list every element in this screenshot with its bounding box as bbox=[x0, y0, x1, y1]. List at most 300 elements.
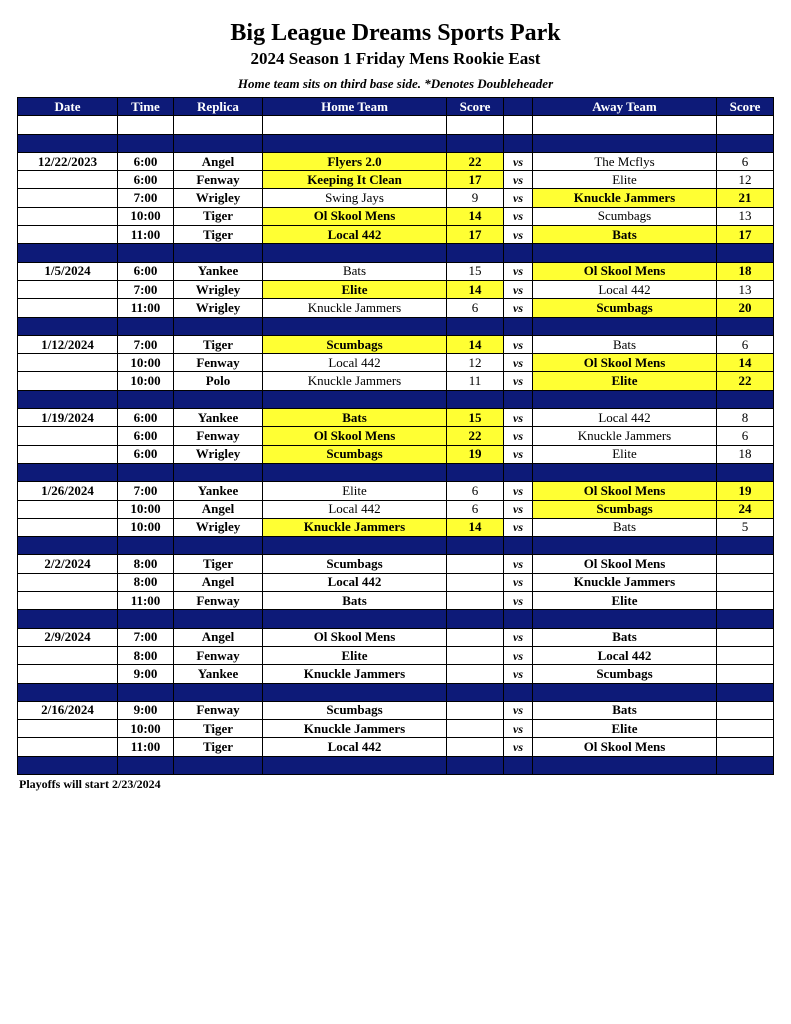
separator-cell bbox=[447, 134, 504, 152]
game-field: Angel bbox=[174, 500, 263, 518]
away-score: 8 bbox=[717, 409, 774, 427]
week-separator-row bbox=[18, 134, 774, 152]
away-team: Elite bbox=[533, 445, 717, 463]
separator-cell bbox=[118, 610, 174, 628]
game-date bbox=[18, 573, 118, 591]
game-date bbox=[18, 280, 118, 298]
game-row bbox=[18, 152, 774, 170]
col-replica-header: Replica bbox=[174, 98, 263, 116]
header-row bbox=[18, 98, 774, 116]
game-time: 10:00 bbox=[118, 500, 174, 518]
vs-label: vs bbox=[504, 738, 533, 756]
game-time: 8:00 bbox=[118, 646, 174, 664]
vs-label: vs bbox=[504, 152, 533, 170]
separator-cell bbox=[174, 537, 263, 555]
vs-label: vs bbox=[504, 518, 533, 536]
week-separator-row bbox=[18, 244, 774, 262]
game-field: Yankee bbox=[174, 482, 263, 500]
week-separator-row bbox=[18, 463, 774, 481]
schedule-body bbox=[18, 116, 774, 775]
game-time: 8:00 bbox=[118, 555, 174, 573]
col-date-header: Date bbox=[18, 98, 118, 116]
game-time: 7:00 bbox=[118, 628, 174, 646]
game-date bbox=[18, 445, 118, 463]
home-team: Local 442 bbox=[263, 500, 447, 518]
game-field: Tiger bbox=[174, 555, 263, 573]
away-score bbox=[717, 592, 774, 610]
game-date bbox=[18, 665, 118, 683]
game-date bbox=[18, 427, 118, 445]
empty-cell bbox=[263, 116, 447, 134]
game-date bbox=[18, 720, 118, 738]
home-team: Flyers 2.0 bbox=[263, 152, 447, 170]
away-team: Local 442 bbox=[533, 280, 717, 298]
game-row bbox=[18, 280, 774, 298]
game-field: Fenway bbox=[174, 171, 263, 189]
col-vs-header bbox=[504, 98, 533, 116]
home-score: 12 bbox=[447, 354, 504, 372]
game-time: 7:00 bbox=[118, 482, 174, 500]
game-field: Angel bbox=[174, 152, 263, 170]
game-field: Fenway bbox=[174, 592, 263, 610]
game-date bbox=[18, 354, 118, 372]
game-time: 10:00 bbox=[118, 720, 174, 738]
separator-cell bbox=[118, 537, 174, 555]
blank-row bbox=[18, 116, 774, 134]
separator-cell bbox=[263, 537, 447, 555]
game-date: 2/9/2024 bbox=[18, 628, 118, 646]
separator-cell bbox=[18, 317, 118, 335]
game-date bbox=[18, 518, 118, 536]
away-team: Local 442 bbox=[533, 646, 717, 664]
separator-cell bbox=[504, 537, 533, 555]
away-team: Elite bbox=[533, 372, 717, 390]
separator-cell bbox=[118, 683, 174, 701]
game-row bbox=[18, 665, 774, 683]
vs-label: vs bbox=[504, 573, 533, 591]
home-team: Scumbags bbox=[263, 555, 447, 573]
separator-cell bbox=[18, 610, 118, 628]
home-team: Local 442 bbox=[263, 738, 447, 756]
away-team: Knuckle Jammers bbox=[533, 427, 717, 445]
home-score: 6 bbox=[447, 482, 504, 500]
week-separator-row bbox=[18, 683, 774, 701]
vs-label: vs bbox=[504, 445, 533, 463]
separator-cell bbox=[504, 134, 533, 152]
separator-cell bbox=[174, 683, 263, 701]
schedule-table bbox=[17, 97, 774, 775]
separator-cell bbox=[18, 756, 118, 774]
game-time: 11:00 bbox=[118, 592, 174, 610]
separator-cell bbox=[533, 244, 717, 262]
game-date bbox=[18, 299, 118, 317]
separator-cell bbox=[717, 244, 774, 262]
home-team: Scumbags bbox=[263, 445, 447, 463]
away-team: The Mcflys bbox=[533, 152, 717, 170]
game-time: 9:00 bbox=[118, 701, 174, 719]
game-time: 11:00 bbox=[118, 226, 174, 244]
vs-label: vs bbox=[504, 555, 533, 573]
home-score: 15 bbox=[447, 409, 504, 427]
home-score: 15 bbox=[447, 262, 504, 280]
separator-cell bbox=[533, 683, 717, 701]
separator-cell bbox=[174, 317, 263, 335]
game-date: 1/5/2024 bbox=[18, 262, 118, 280]
away-score: 12 bbox=[717, 171, 774, 189]
vs-label: vs bbox=[504, 409, 533, 427]
home-score bbox=[447, 665, 504, 683]
separator-cell bbox=[447, 610, 504, 628]
home-score: 6 bbox=[447, 299, 504, 317]
separator-cell bbox=[263, 390, 447, 408]
game-time: 10:00 bbox=[118, 372, 174, 390]
separator-cell bbox=[533, 134, 717, 152]
home-score: 14 bbox=[447, 518, 504, 536]
game-date bbox=[18, 646, 118, 664]
home-team: Knuckle Jammers bbox=[263, 720, 447, 738]
away-team: Local 442 bbox=[533, 409, 717, 427]
home-team: Ol Skool Mens bbox=[263, 628, 447, 646]
home-score: 17 bbox=[447, 171, 504, 189]
game-field: Fenway bbox=[174, 701, 263, 719]
game-row bbox=[18, 354, 774, 372]
separator-cell bbox=[174, 756, 263, 774]
separator-cell bbox=[174, 390, 263, 408]
vs-label: vs bbox=[504, 646, 533, 664]
away-score bbox=[717, 646, 774, 664]
vs-label: vs bbox=[504, 299, 533, 317]
game-row bbox=[18, 628, 774, 646]
game-row bbox=[18, 573, 774, 591]
separator-cell bbox=[447, 244, 504, 262]
separator-cell bbox=[533, 756, 717, 774]
away-score: 22 bbox=[717, 372, 774, 390]
home-team: Knuckle Jammers bbox=[263, 665, 447, 683]
game-date bbox=[18, 207, 118, 225]
vs-label: vs bbox=[504, 226, 533, 244]
game-time: 7:00 bbox=[118, 189, 174, 207]
home-team: Local 442 bbox=[263, 226, 447, 244]
game-time: 9:00 bbox=[118, 665, 174, 683]
game-time: 10:00 bbox=[118, 518, 174, 536]
page-subtitle: 2024 Season 1 Friday Mens Rookie East bbox=[250, 49, 541, 68]
home-score: 14 bbox=[447, 280, 504, 298]
game-time: 6:00 bbox=[118, 152, 174, 170]
empty-cell bbox=[717, 116, 774, 134]
game-row bbox=[18, 592, 774, 610]
separator-cell bbox=[717, 134, 774, 152]
away-score: 6 bbox=[717, 427, 774, 445]
game-row bbox=[18, 518, 774, 536]
away-team: Scumbags bbox=[533, 500, 717, 518]
away-team: Ol Skool Mens bbox=[533, 262, 717, 280]
away-team: Scumbags bbox=[533, 207, 717, 225]
away-score: 24 bbox=[717, 500, 774, 518]
vs-label: vs bbox=[504, 207, 533, 225]
away-team: Knuckle Jammers bbox=[533, 189, 717, 207]
home-score: 14 bbox=[447, 207, 504, 225]
separator-cell bbox=[174, 134, 263, 152]
separator-cell bbox=[717, 683, 774, 701]
game-date bbox=[18, 500, 118, 518]
away-score bbox=[717, 573, 774, 591]
game-row bbox=[18, 500, 774, 518]
separator-cell bbox=[174, 244, 263, 262]
game-row bbox=[18, 262, 774, 280]
game-field: Tiger bbox=[174, 226, 263, 244]
game-field: Polo bbox=[174, 372, 263, 390]
away-score: 13 bbox=[717, 280, 774, 298]
away-score bbox=[717, 555, 774, 573]
separator-cell bbox=[263, 463, 447, 481]
separator-cell bbox=[263, 317, 447, 335]
separator-cell bbox=[533, 463, 717, 481]
game-row bbox=[18, 372, 774, 390]
away-score: 19 bbox=[717, 482, 774, 500]
separator-cell bbox=[18, 683, 118, 701]
page-title: Big League Dreams Sports Park bbox=[230, 20, 561, 46]
game-date bbox=[18, 171, 118, 189]
vs-label: vs bbox=[504, 701, 533, 719]
separator-cell bbox=[717, 610, 774, 628]
separator-cell bbox=[504, 390, 533, 408]
game-row bbox=[18, 445, 774, 463]
home-team: Swing Jays bbox=[263, 189, 447, 207]
vs-label: vs bbox=[504, 500, 533, 518]
game-row bbox=[18, 738, 774, 756]
away-score bbox=[717, 701, 774, 719]
home-score: 17 bbox=[447, 226, 504, 244]
game-row bbox=[18, 409, 774, 427]
empty-cell bbox=[18, 116, 118, 134]
vs-label: vs bbox=[504, 628, 533, 646]
home-team: Local 442 bbox=[263, 354, 447, 372]
away-score: 17 bbox=[717, 226, 774, 244]
home-team: Scumbags bbox=[263, 335, 447, 353]
home-team: Elite bbox=[263, 646, 447, 664]
game-time: 10:00 bbox=[118, 354, 174, 372]
game-time: 10:00 bbox=[118, 207, 174, 225]
game-row bbox=[18, 226, 774, 244]
home-team: Ol Skool Mens bbox=[263, 207, 447, 225]
game-date: 1/19/2024 bbox=[18, 409, 118, 427]
home-score: 22 bbox=[447, 152, 504, 170]
separator-cell bbox=[118, 463, 174, 481]
home-team: Local 442 bbox=[263, 573, 447, 591]
game-field: Yankee bbox=[174, 262, 263, 280]
separator-cell bbox=[263, 683, 447, 701]
empty-cell bbox=[504, 116, 533, 134]
week-separator-row bbox=[18, 317, 774, 335]
game-date: 2/16/2024 bbox=[18, 701, 118, 719]
separator-cell bbox=[504, 683, 533, 701]
away-team: Scumbags bbox=[533, 665, 717, 683]
game-row bbox=[18, 555, 774, 573]
playoffs-note: Playoffs will start 2/23/2024 bbox=[19, 777, 161, 791]
home-score bbox=[447, 701, 504, 719]
game-field: Tiger bbox=[174, 207, 263, 225]
away-team: Ol Skool Mens bbox=[533, 738, 717, 756]
game-date bbox=[18, 189, 118, 207]
game-row bbox=[18, 207, 774, 225]
game-row bbox=[18, 646, 774, 664]
home-team: Elite bbox=[263, 280, 447, 298]
home-score: 19 bbox=[447, 445, 504, 463]
separator-cell bbox=[118, 756, 174, 774]
away-team: Bats bbox=[533, 226, 717, 244]
vs-label: vs bbox=[504, 592, 533, 610]
week-separator-row bbox=[18, 756, 774, 774]
vs-label: vs bbox=[504, 372, 533, 390]
game-row bbox=[18, 189, 774, 207]
away-team: Knuckle Jammers bbox=[533, 573, 717, 591]
game-date bbox=[18, 592, 118, 610]
away-team: Ol Skool Mens bbox=[533, 555, 717, 573]
away-team: Scumbags bbox=[533, 299, 717, 317]
game-time: 7:00 bbox=[118, 280, 174, 298]
game-field: Angel bbox=[174, 573, 263, 591]
game-date: 1/12/2024 bbox=[18, 335, 118, 353]
game-time: 6:00 bbox=[118, 445, 174, 463]
separator-cell bbox=[447, 537, 504, 555]
game-row bbox=[18, 482, 774, 500]
vs-label: vs bbox=[504, 189, 533, 207]
empty-cell bbox=[174, 116, 263, 134]
home-team: Bats bbox=[263, 262, 447, 280]
away-team: Ol Skool Mens bbox=[533, 354, 717, 372]
separator-cell bbox=[174, 610, 263, 628]
vs-label: vs bbox=[504, 280, 533, 298]
home-score bbox=[447, 738, 504, 756]
col-home-score-header: Score bbox=[447, 98, 504, 116]
home-score: 22 bbox=[447, 427, 504, 445]
separator-cell bbox=[174, 463, 263, 481]
home-team: Bats bbox=[263, 409, 447, 427]
separator-cell bbox=[118, 244, 174, 262]
vs-label: vs bbox=[504, 262, 533, 280]
home-team: Ol Skool Mens bbox=[263, 427, 447, 445]
game-time: 11:00 bbox=[118, 299, 174, 317]
game-time: 11:00 bbox=[118, 738, 174, 756]
separator-cell bbox=[263, 610, 447, 628]
separator-cell bbox=[717, 756, 774, 774]
vs-label: vs bbox=[504, 171, 533, 189]
away-score bbox=[717, 720, 774, 738]
separator-cell bbox=[18, 134, 118, 152]
game-row bbox=[18, 171, 774, 189]
game-time: 6:00 bbox=[118, 409, 174, 427]
game-field: Wrigley bbox=[174, 445, 263, 463]
empty-cell bbox=[533, 116, 717, 134]
separator-cell bbox=[533, 537, 717, 555]
separator-cell bbox=[447, 756, 504, 774]
away-score bbox=[717, 665, 774, 683]
separator-cell bbox=[263, 244, 447, 262]
away-score: 18 bbox=[717, 262, 774, 280]
game-time: 6:00 bbox=[118, 262, 174, 280]
away-team: Bats bbox=[533, 518, 717, 536]
game-row bbox=[18, 720, 774, 738]
away-score bbox=[717, 738, 774, 756]
home-score: 6 bbox=[447, 500, 504, 518]
home-score bbox=[447, 555, 504, 573]
home-score bbox=[447, 720, 504, 738]
away-score: 6 bbox=[717, 152, 774, 170]
separator-cell bbox=[447, 317, 504, 335]
game-field: Tiger bbox=[174, 720, 263, 738]
separator-cell bbox=[118, 317, 174, 335]
home-score: 11 bbox=[447, 372, 504, 390]
game-date: 12/22/2023 bbox=[18, 152, 118, 170]
game-time: 6:00 bbox=[118, 427, 174, 445]
separator-cell bbox=[447, 463, 504, 481]
game-date: 1/26/2024 bbox=[18, 482, 118, 500]
empty-cell bbox=[447, 116, 504, 134]
away-team: Elite bbox=[533, 720, 717, 738]
game-date: 2/2/2024 bbox=[18, 555, 118, 573]
col-home-team-header: Home Team bbox=[263, 98, 447, 116]
home-team: Knuckle Jammers bbox=[263, 518, 447, 536]
game-field: Tiger bbox=[174, 738, 263, 756]
home-team: Keeping It Clean bbox=[263, 171, 447, 189]
separator-cell bbox=[447, 390, 504, 408]
away-team: Ol Skool Mens bbox=[533, 482, 717, 500]
away-score: 5 bbox=[717, 518, 774, 536]
game-field: Wrigley bbox=[174, 518, 263, 536]
game-date bbox=[18, 372, 118, 390]
away-score: 14 bbox=[717, 354, 774, 372]
home-team: Elite bbox=[263, 482, 447, 500]
separator-cell bbox=[717, 390, 774, 408]
home-team: Scumbags bbox=[263, 701, 447, 719]
separator-cell bbox=[717, 537, 774, 555]
separator-cell bbox=[504, 317, 533, 335]
separator-cell bbox=[533, 610, 717, 628]
game-field: Tiger bbox=[174, 335, 263, 353]
game-row bbox=[18, 427, 774, 445]
separator-cell bbox=[263, 134, 447, 152]
home-team: Knuckle Jammers bbox=[263, 372, 447, 390]
game-time: 8:00 bbox=[118, 573, 174, 591]
game-field: Angel bbox=[174, 628, 263, 646]
game-time: 6:00 bbox=[118, 171, 174, 189]
vs-label: vs bbox=[504, 482, 533, 500]
week-separator-row bbox=[18, 390, 774, 408]
home-score bbox=[447, 628, 504, 646]
home-team: Knuckle Jammers bbox=[263, 299, 447, 317]
home-score: 14 bbox=[447, 335, 504, 353]
separator-cell bbox=[18, 244, 118, 262]
away-team: Elite bbox=[533, 171, 717, 189]
away-score: 20 bbox=[717, 299, 774, 317]
separator-cell bbox=[118, 134, 174, 152]
game-field: Wrigley bbox=[174, 299, 263, 317]
home-score bbox=[447, 646, 504, 664]
week-separator-row bbox=[18, 610, 774, 628]
separator-cell bbox=[18, 537, 118, 555]
away-team: Bats bbox=[533, 628, 717, 646]
game-field: Yankee bbox=[174, 409, 263, 427]
away-score: 21 bbox=[717, 189, 774, 207]
game-time: 7:00 bbox=[118, 335, 174, 353]
away-team: Elite bbox=[533, 592, 717, 610]
separator-cell bbox=[533, 390, 717, 408]
empty-cell bbox=[118, 116, 174, 134]
game-field: Wrigley bbox=[174, 189, 263, 207]
game-date bbox=[18, 738, 118, 756]
separator-cell bbox=[504, 244, 533, 262]
separator-cell bbox=[504, 756, 533, 774]
